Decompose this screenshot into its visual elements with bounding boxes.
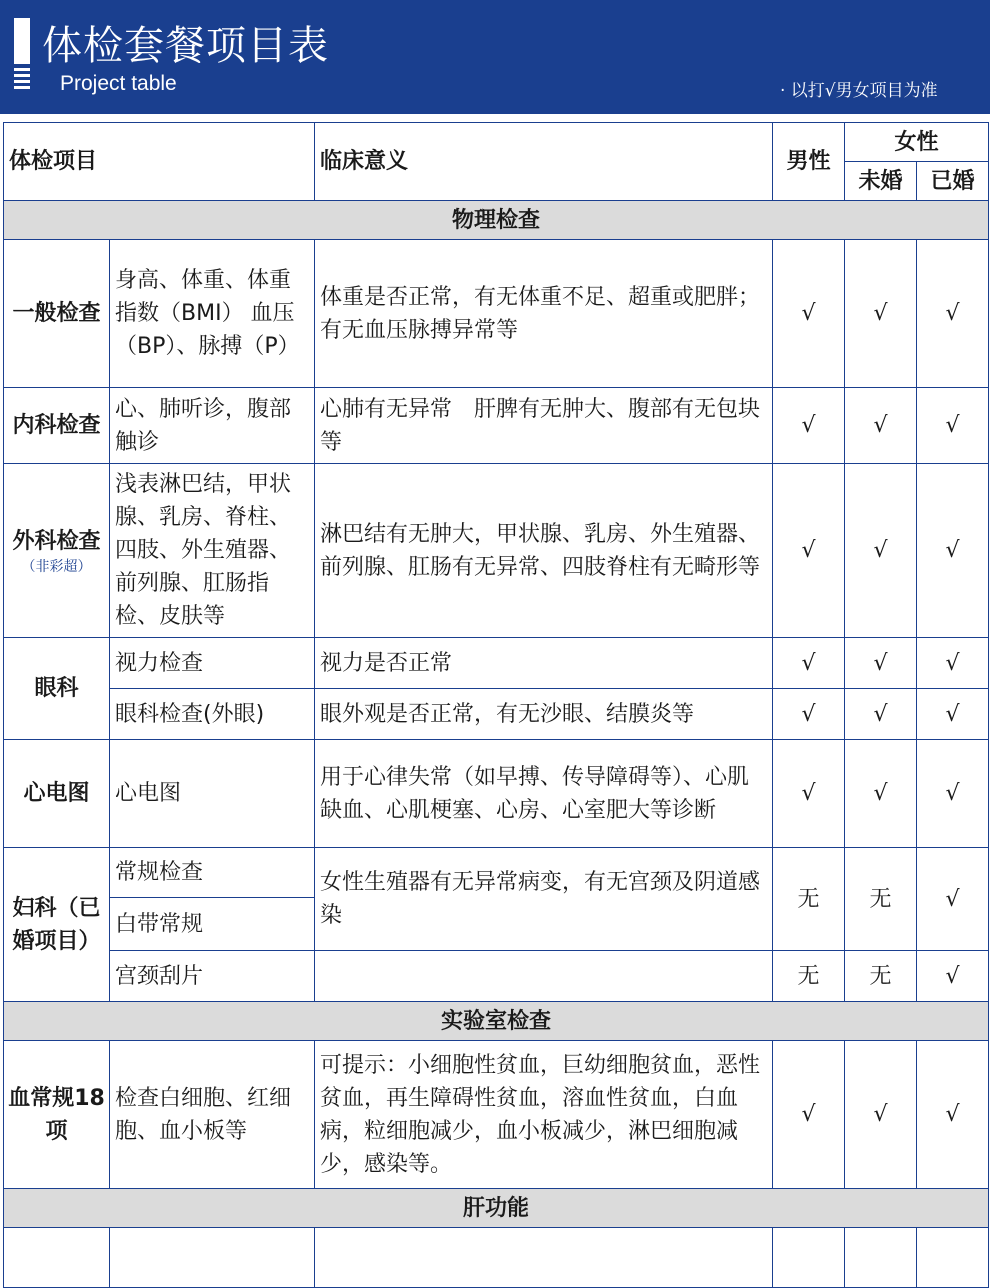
header-lines-icon xyxy=(14,68,30,92)
row-meaning: 视力是否正常 xyxy=(315,638,773,689)
table-row xyxy=(4,740,989,848)
row-name: 妇科（已婚项目） xyxy=(4,848,110,1002)
section-row xyxy=(4,1002,989,1041)
row-detail: 身高、体重、体重指数（BMI） 血压（BP）、脉搏（P） xyxy=(110,240,315,388)
mark-male: 无 xyxy=(773,951,845,1002)
row-meaning: 体重是否正常，有无体重不足、超重或肥胖；有无血压脉搏异常等 xyxy=(315,240,773,388)
mark-married: √ xyxy=(917,464,989,638)
mark-married: √ xyxy=(917,388,989,464)
row-name: 外科检查 xyxy=(12,529,101,554)
mark-male: √ xyxy=(773,464,845,638)
mark-married: √ xyxy=(917,689,989,740)
mark-married: √ xyxy=(917,240,989,388)
row-detail: 眼科检查(外眼) xyxy=(110,689,315,740)
mark-unmarried: √ xyxy=(845,638,917,689)
row-name: 眼科 xyxy=(4,638,110,740)
row-name-empty xyxy=(4,1228,110,1288)
page-subtitle: Project table xyxy=(60,72,177,95)
mark-unmarried: √ xyxy=(845,1041,917,1189)
row-detail: 心电图 xyxy=(110,740,315,848)
mark-male: √ xyxy=(773,240,845,388)
col-item-header: 体检项目 xyxy=(4,123,315,201)
page-header xyxy=(0,0,990,114)
row-name-note: （非彩超） xyxy=(21,559,92,575)
mark-unmarried: √ xyxy=(845,388,917,464)
mark-married-empty xyxy=(917,1228,989,1288)
row-name: 心电图 xyxy=(4,740,110,848)
mark-unmarried: √ xyxy=(845,689,917,740)
row-meaning-empty xyxy=(315,1228,773,1288)
row-meaning: 可提示：小细胞性贫血，巨幼细胞贫血，恶性贫血，再生障碍性贫血，溶血性贫血，白血病，粒细胞减少，血小板减少，淋巴细胞减少，感染等。 xyxy=(315,1041,773,1189)
mark-male-empty xyxy=(773,1228,845,1288)
row-detail: 浅表淋巴结，甲状腺、乳房、脊柱、四肢、外生殖器、前列腺、肛肠指检、皮肤等 xyxy=(110,464,315,638)
row-detail: 常规检查 xyxy=(110,848,315,898)
header-bar-icon xyxy=(14,18,30,64)
table-row xyxy=(4,638,989,689)
mark-married: √ xyxy=(917,638,989,689)
mark-unmarried: √ xyxy=(845,464,917,638)
section-row xyxy=(4,1189,989,1228)
row-name-cell xyxy=(4,464,110,638)
mark-male: √ xyxy=(773,638,845,689)
mark-unmarried: 无 xyxy=(845,951,917,1002)
table-row xyxy=(4,848,989,898)
mark-married: √ xyxy=(917,848,989,951)
mark-married: √ xyxy=(917,1041,989,1189)
page-title: 体检套餐项目表 xyxy=(42,23,329,69)
header-note: · 以打√男女项目为准 xyxy=(780,81,938,101)
mark-unmarried: 无 xyxy=(845,848,917,951)
mark-unmarried: √ xyxy=(845,740,917,848)
row-name: 血常规18项 xyxy=(4,1041,110,1189)
section-liver: 肝功能 xyxy=(4,1189,989,1228)
section-lab: 实验室检查 xyxy=(4,1002,989,1041)
table-row xyxy=(4,388,989,464)
row-name: 内科检查 xyxy=(4,388,110,464)
table-row xyxy=(4,464,989,638)
col-female-header: 女性 xyxy=(845,123,989,162)
row-meaning: 女性生殖器有无异常病变，有无宫颈及阴道感染 xyxy=(315,848,773,951)
mark-married: √ xyxy=(917,951,989,1002)
table-row xyxy=(4,240,989,388)
row-detail-empty xyxy=(110,1228,315,1288)
row-meaning: 心肺有无异常 肝脾有无肿大、腹部有无包块等 xyxy=(315,388,773,464)
row-detail: 检查白细胞、红细胞、血小板等 xyxy=(110,1041,315,1189)
table-header-row xyxy=(4,123,989,162)
mark-male: √ xyxy=(773,1041,845,1189)
row-meaning xyxy=(315,951,773,1002)
mark-married: √ xyxy=(917,740,989,848)
mark-male: √ xyxy=(773,388,845,464)
section-row xyxy=(4,201,989,240)
col-meaning-header: 临床意义 xyxy=(315,123,773,201)
row-detail: 宫颈刮片 xyxy=(110,951,315,1002)
row-detail: 视力检查 xyxy=(110,638,315,689)
row-meaning: 用于心律失常（如早搏、传导障碍等）、心肌缺血、心肌梗塞、心房、心室肥大等诊断 xyxy=(315,740,773,848)
row-meaning: 眼外观是否正常，有无沙眼、结膜炎等 xyxy=(315,689,773,740)
row-name: 一般检查 xyxy=(4,240,110,388)
mark-unmarried: √ xyxy=(845,240,917,388)
mark-male: 无 xyxy=(773,848,845,951)
mark-unmarried-empty xyxy=(845,1228,917,1288)
project-table xyxy=(3,122,989,1288)
section-physical: 物理检查 xyxy=(4,201,989,240)
row-detail: 心、肺听诊，腹部触诊 xyxy=(110,388,315,464)
row-detail: 白带常规 xyxy=(110,898,315,951)
table-row xyxy=(4,951,989,1002)
table-row xyxy=(4,689,989,740)
row-meaning: 淋巴结有无肿大，甲状腺、乳房、外生殖器、前列腺、肛肠有无异常、四肢脊柱有无畸形等 xyxy=(315,464,773,638)
col-married-header: 已婚 xyxy=(917,162,989,201)
col-unmarried-header: 未婚 xyxy=(845,162,917,201)
col-male-header: 男性 xyxy=(773,123,845,201)
table-row xyxy=(4,1228,989,1288)
mark-male: √ xyxy=(773,740,845,848)
table-row xyxy=(4,1041,989,1189)
mark-male: √ xyxy=(773,689,845,740)
